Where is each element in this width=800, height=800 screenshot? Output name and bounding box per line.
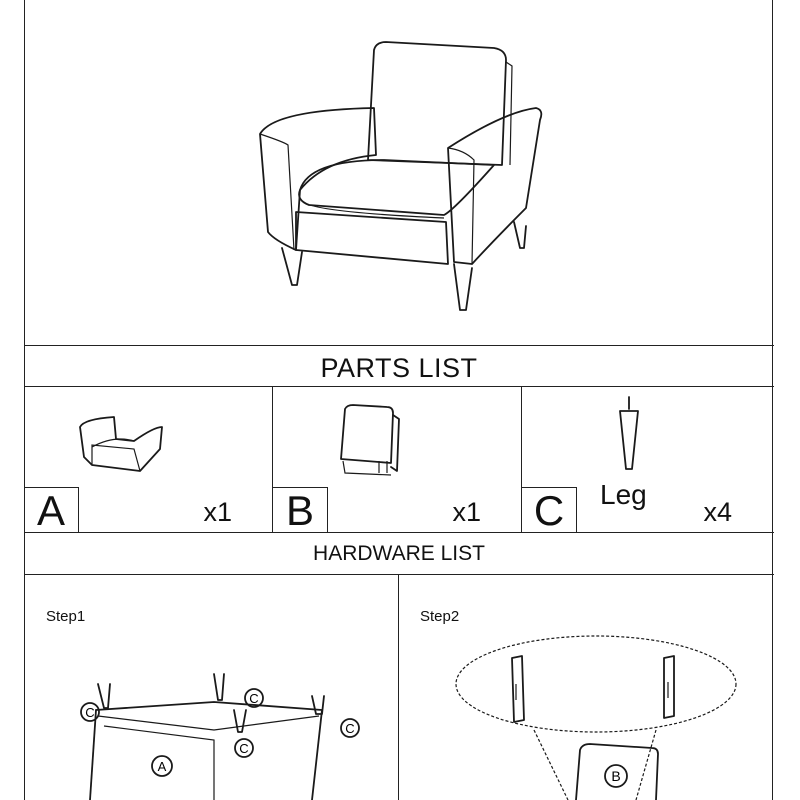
part-c	[522, 387, 772, 532]
part-letter: C	[522, 487, 577, 532]
armchair-illustration	[24, 0, 774, 345]
leg-icon	[614, 395, 644, 475]
callout-a	[152, 756, 172, 776]
callout-letter: A	[157, 759, 167, 774]
backrest-icon	[335, 401, 405, 481]
instruction-sheet	[24, 0, 774, 800]
divider	[398, 574, 399, 800]
part-name: Leg	[600, 479, 647, 510]
callout-b	[605, 765, 627, 787]
callout-c	[245, 689, 263, 707]
step-2-label: Step2	[420, 608, 460, 625]
part-quantity: x1	[203, 497, 232, 527]
callout-c	[235, 739, 253, 757]
callout-letter: C	[345, 721, 355, 736]
callout-letter: C	[249, 691, 259, 706]
part-letter: A	[24, 487, 79, 532]
callout-c	[341, 719, 359, 737]
parts-list-title: PARTS LIST	[320, 353, 478, 383]
step-2-diagram	[456, 634, 746, 800]
hero-armchair	[24, 0, 774, 345]
hardware-list-title: HARDWARE LIST	[313, 542, 485, 565]
step-1-diagram	[64, 660, 364, 800]
part-quantity: x4	[703, 497, 732, 527]
step-1-label: Step1	[46, 608, 86, 625]
divider	[24, 345, 774, 346]
armchair-base-icon	[74, 405, 174, 480]
part-letter: B	[273, 487, 328, 532]
part-quantity: x1	[452, 497, 481, 527]
divider	[24, 574, 774, 575]
callout-letter: B	[611, 768, 621, 784]
callout-letter: C	[239, 741, 249, 756]
part-a	[24, 387, 272, 532]
part-b	[273, 387, 521, 532]
divider	[24, 532, 774, 533]
callout-letter: C	[85, 705, 95, 720]
